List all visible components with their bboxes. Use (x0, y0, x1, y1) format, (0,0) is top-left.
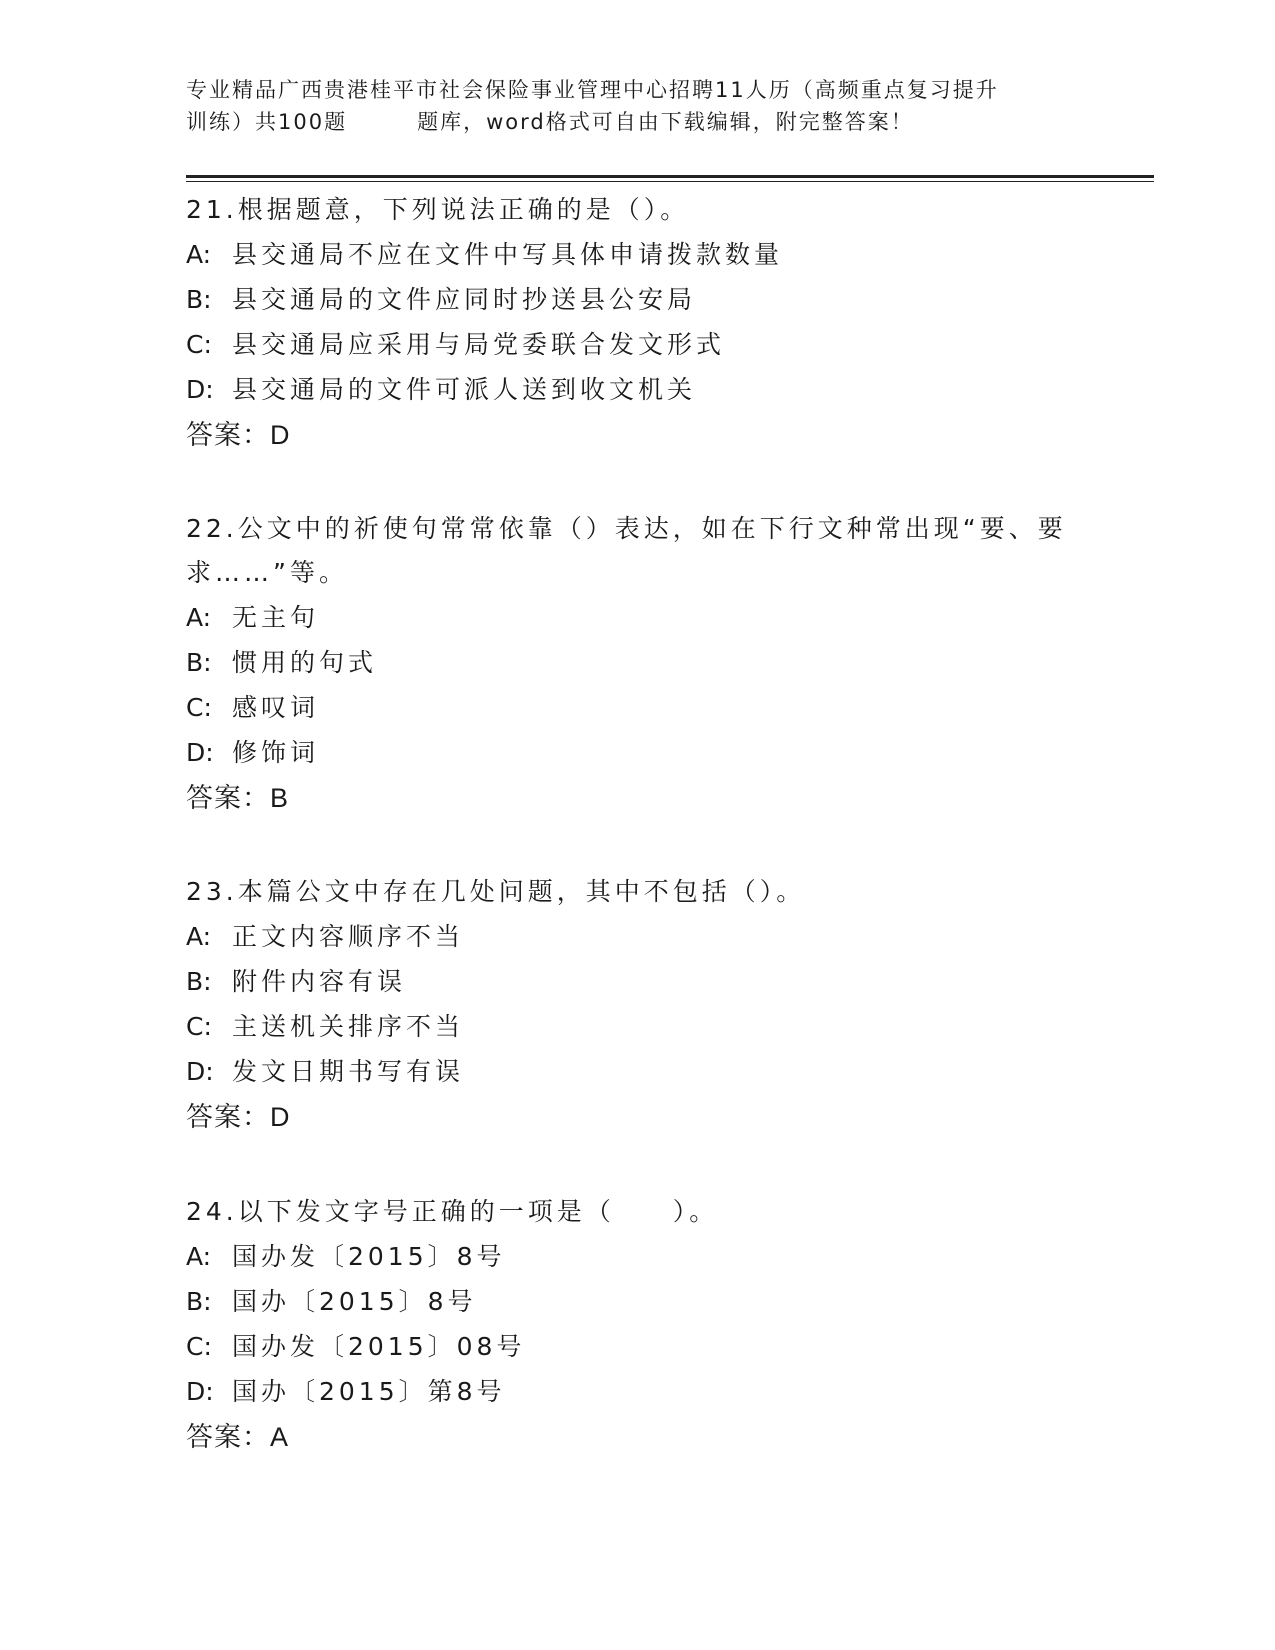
answer-line: 答案：A (186, 1422, 290, 1452)
option-text: 国办发〔2015〕8号 (232, 1242, 506, 1271)
header-line-1: 专业精品广西贵港桂平市社会保险事业管理中心招聘11人历（高频重点复习提升 (186, 78, 999, 102)
option-key: B: (186, 967, 212, 996)
option-text: 县交通局的文件应同时抄送县公安局 (232, 285, 697, 314)
option-text: 感叹词 (232, 693, 320, 722)
option-a (186, 595, 1086, 640)
option-b (186, 1279, 1086, 1324)
option-text: 惯用的句式 (232, 648, 378, 677)
option-key: C: (186, 1332, 212, 1361)
option-key: B: (186, 648, 212, 677)
option-d (186, 367, 1086, 412)
option-text: 附件内容有误 (232, 967, 407, 996)
header-rule-thick (186, 175, 1154, 178)
option-key: D: (186, 738, 214, 767)
option-a (186, 232, 1086, 277)
header-line-2-part-1: 训练）共100题 (186, 110, 348, 134)
header-line-2 (186, 106, 1086, 138)
option-key: A: (186, 1242, 212, 1271)
option-b (186, 640, 1086, 685)
question-24 (186, 1190, 1086, 1460)
option-text: 正文内容顺序不当 (232, 922, 465, 951)
option-key: A: (186, 603, 212, 632)
option-text: 主送机关排序不当 (232, 1012, 465, 1041)
option-d (186, 730, 1086, 775)
answer-line: 答案：B (186, 783, 290, 813)
answer-line: 答案：D (186, 420, 291, 450)
option-text: 国办〔2015〕第8号 (232, 1377, 506, 1406)
option-text: 县交通局应采用与局党委联合发文形式 (232, 330, 726, 359)
question-stem: 24.以下发文字号正确的一项是（ ）。 (186, 1197, 719, 1226)
question-21 (186, 188, 1086, 458)
option-key: C: (186, 330, 212, 359)
question-stem: 21.根据题意，下列说法正确的是（）。 (186, 195, 690, 224)
option-b (186, 277, 1086, 322)
option-key: B: (186, 1287, 212, 1316)
option-b (186, 959, 1086, 1004)
header-rule-thin (186, 181, 1154, 182)
header-line-2-part-2: 题库，word格式可自由下载编辑，附完整答案！ (417, 110, 914, 134)
option-key: A: (186, 922, 212, 951)
option-d (186, 1369, 1086, 1414)
option-text: 国办发〔2015〕08号 (232, 1332, 526, 1361)
document-header (186, 74, 1086, 138)
option-text: 无主句 (232, 603, 320, 632)
option-text: 修饰词 (232, 738, 320, 767)
option-text: 国办〔2015〕8号 (232, 1287, 477, 1316)
question-22 (186, 507, 1086, 821)
option-c (186, 1324, 1086, 1369)
option-text: 县交通局不应在文件中写具体申请拨款数量 (232, 240, 784, 269)
option-key: C: (186, 693, 212, 722)
question-23 (186, 870, 1086, 1140)
option-a (186, 1234, 1086, 1279)
option-key: A: (186, 240, 212, 269)
option-key: D: (186, 1057, 214, 1086)
option-c (186, 1004, 1086, 1049)
option-c (186, 322, 1086, 367)
option-text: 县交通局的文件可派人送到收文机关 (232, 375, 697, 404)
option-a (186, 914, 1086, 959)
option-key: D: (186, 375, 214, 404)
option-key: C: (186, 1012, 212, 1041)
question-stem: 23.本篇公文中存在几处问题，其中不包括（）。 (186, 877, 806, 906)
option-c (186, 685, 1086, 730)
answer-line: 答案：D (186, 1102, 291, 1132)
option-d (186, 1049, 1086, 1094)
option-text: 发文日期书写有误 (232, 1057, 465, 1086)
option-key: B: (186, 285, 212, 314)
option-key: D: (186, 1377, 214, 1406)
question-stem: 22.公文中的祈使句常常依靠（）表达，如在下行文种常出现“要、要求……”等。 (186, 514, 1067, 587)
